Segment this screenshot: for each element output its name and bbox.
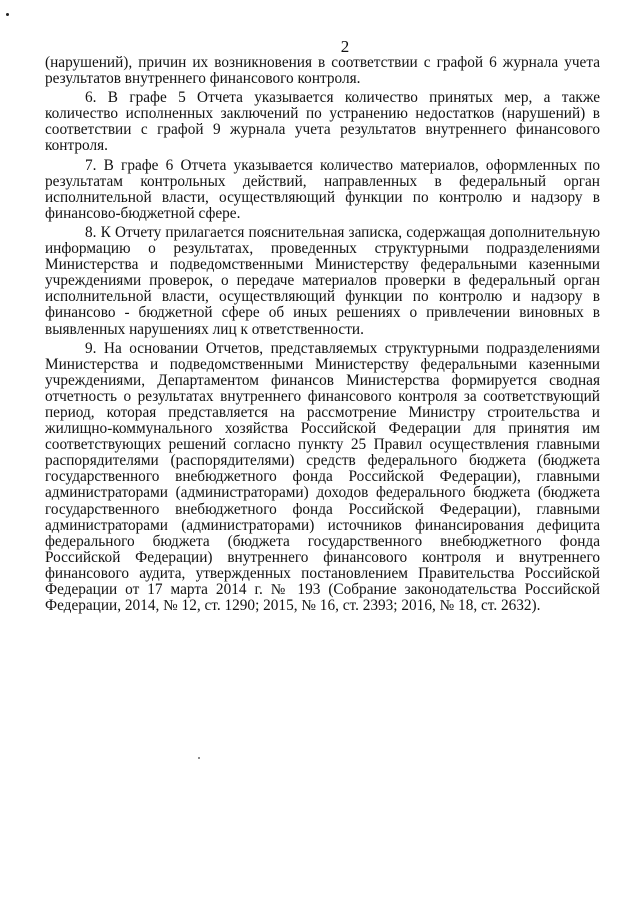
paragraph-item-9: 9. На основании Отчетов, представляемых структурными подразделениями Министерства и подведомственными Министерству федеральными казенными учреждениями, Департаментом финансов Министерства формируется сводная отчетность о результатах внутреннего финансового контроля за соответствующий период, которая представляется на рассмотрение Министру строительства и жилищно-коммунального хозяйства Российской Федерации для принятия им соответствующих решений согласно пункту 25 Правил осуществления главными распорядителями (распорядителями) средств федерального бюджета (бюджета государственного внебюджетного фонда Российской Федерации), главными администраторами (администраторами) доходов федерального бюджета (бюджета государственного внебюджетного фонда Российской Федерации), главными администраторами (администраторами) источников финансирования дефицита федерального бюджета (бюджета государственного внебюджетного фонда Российской Федерации) внутреннего финансового контроля и внутреннего финансового аудита, утвержденных постановлением Правительства Российской Федерации от 17 марта 2014 г. № 193 (Собрание законодательства Российской Федерации, 2014, № 12, ст. 1290; 2015, № 16, ст. 2393; 2016, № 18, ст. 2632). (45, 339, 600, 615)
page-number: 2 (340, 37, 350, 56)
paragraph-item-7: 7. В графе 6 Отчета указывается количество материалов, оформленных по результатам контрольных действий, направленных в федеральный орган исполнительной власти, осуществляющий функции по контролю и надзору в финансово-бюджетной сфере. (45, 156, 600, 222)
scan-speck (198, 757, 200, 759)
paragraph-item-8: 8. К Отчету прилагается пояснительная записка, содержащая дополнительную информацию о результатах, проведенных структурными подразделениями Министерства и подведомственными Министерству федеральными казенными учреждениями проверок, о передаче материалов проверки в федеральный орган исполнительной власти, осуществляющий функции по контролю и надзору в финансово - бюджетной сфере об иных решениях о привлечении виновных в выявленных нарушениях лиц к ответственности. (45, 223, 600, 338)
paragraph-continuation: (нарушений), причин их возникновения в соответствии с графой 6 журнала учета результатов внутреннего финансового контроля. (45, 54, 600, 88)
document-body (45, 55, 600, 617)
paragraph-item-6: 6. В графе 5 Отчета указывается количество принятых мер, а также количество исполненных заключений по устранению недостатков (нарушений) в соответствии с графой 9 журнала учета результатов внутреннего финансового контроля. (45, 89, 600, 155)
scan-mark (6, 13, 9, 16)
